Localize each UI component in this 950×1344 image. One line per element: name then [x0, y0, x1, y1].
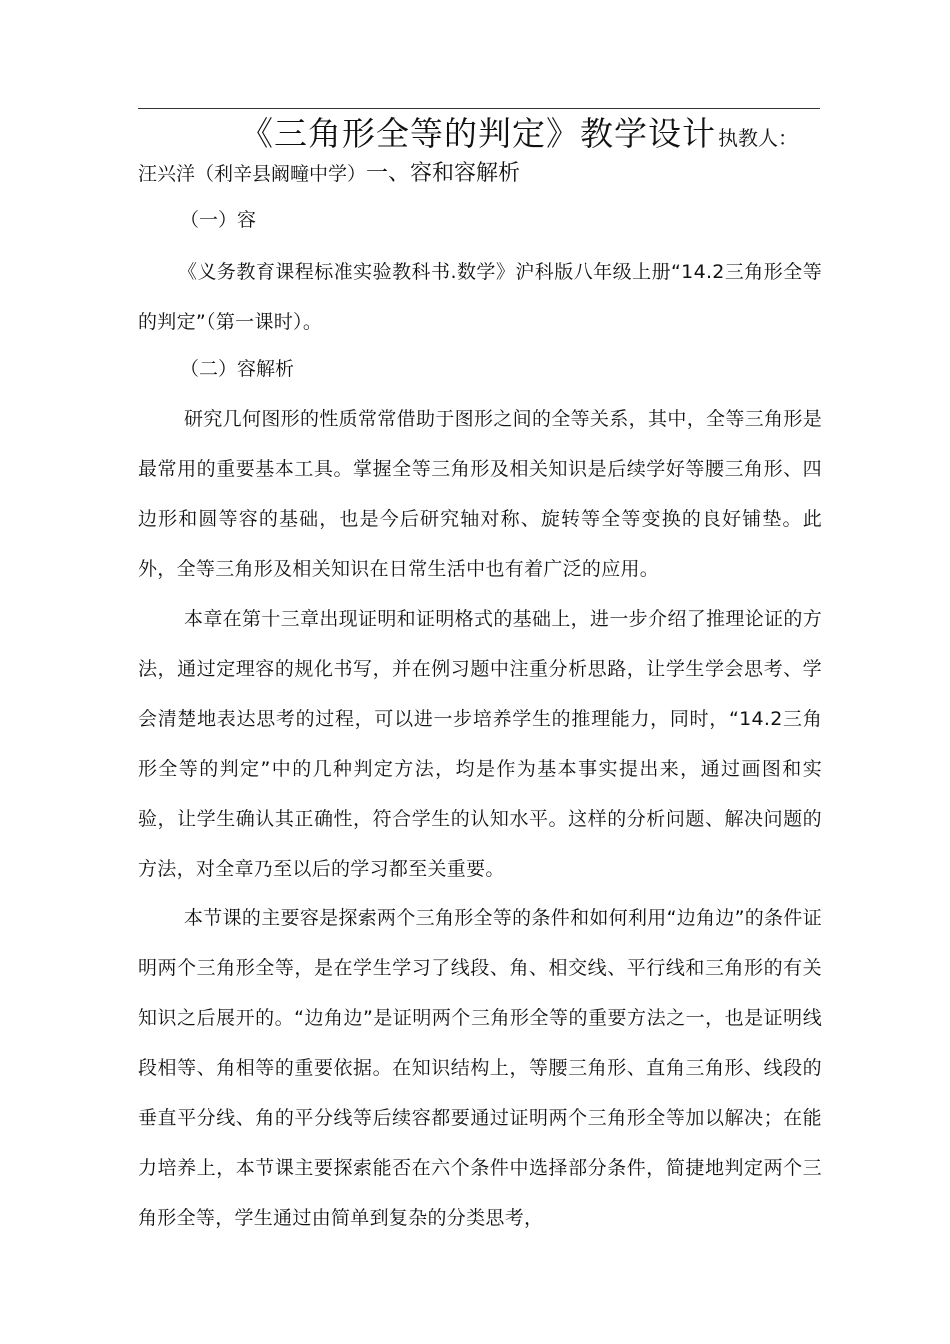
document-title: 《三角形全等的判定》教学设计: [240, 114, 716, 153]
author-line: [138, 156, 520, 187]
sub2-heading: （二）容解析: [180, 358, 295, 380]
header-rule: [138, 108, 820, 109]
section1-heading: 一、容和容解析: [366, 161, 521, 186]
author-label: 执教人：: [718, 126, 798, 150]
paragraph-2: 本章在第十三章出现证明和证明格式的基础上，进一步介绍了推理论证的方法，通过定理容的规化书写，并在例习题中注重分析思路，让学生学会思考、学会清楚地表达思考的过程，可以进一步培养学生的推理能力，同时，“14.2三角形全等的判定”中的几种判定方法，均是作为基本事实提出来，通过画图和实验，让学生确认其正确性，符合学生的认知水平。这样的分析问题、解决问题的方法，对全章乃至以后的学习都至关重要。: [138, 608, 822, 880]
paragraph-3: 本节课的主要容是探索两个三角形全等的条件和如何利用“边角边”的条件证明两个三角形全等，是在学生学习了线段、角、相交线、平行线和三角形的有关知识之后展开的。“边角边”是证明两个三角形全等的重要方法之一，也是证明线段相等、角相等的重要依据。在知识结构上，等腰三角形、直角三角形、线段的垂直平分线、角的平分线等后续容都要通过证明两个三角形全等加以解决；在能力培养上，本节课主要探索能否在六个条件中选择部分条件，简捷地判定两个三角形全等，学生通过由简单到复杂的分类思考，: [138, 907, 822, 1229]
author-name: 汪兴洋（利辛县阚疃中学）: [138, 163, 367, 185]
title-line: [240, 112, 798, 156]
paragraph-1: 研究几何图形的性质常常借助于图形之间的全等关系，其中，全等三角形是最常用的重要基本工具。掌握全等三角形及相关知识是后续学好等腰三角形、四边形和圆等容的基础，也是今后研究轴对称、旋转等全等变换的良好铺垫。此外，全等三角形及相关知识在日常生活中也有着广泛的应用。: [138, 408, 822, 580]
sub1-text: 《义务教育课程标准实验教科书.数学》沪科版八年级上册“14.2三角形全等的判定”（第一课时）。: [138, 261, 822, 333]
sub1-heading: （一）容: [180, 209, 257, 231]
